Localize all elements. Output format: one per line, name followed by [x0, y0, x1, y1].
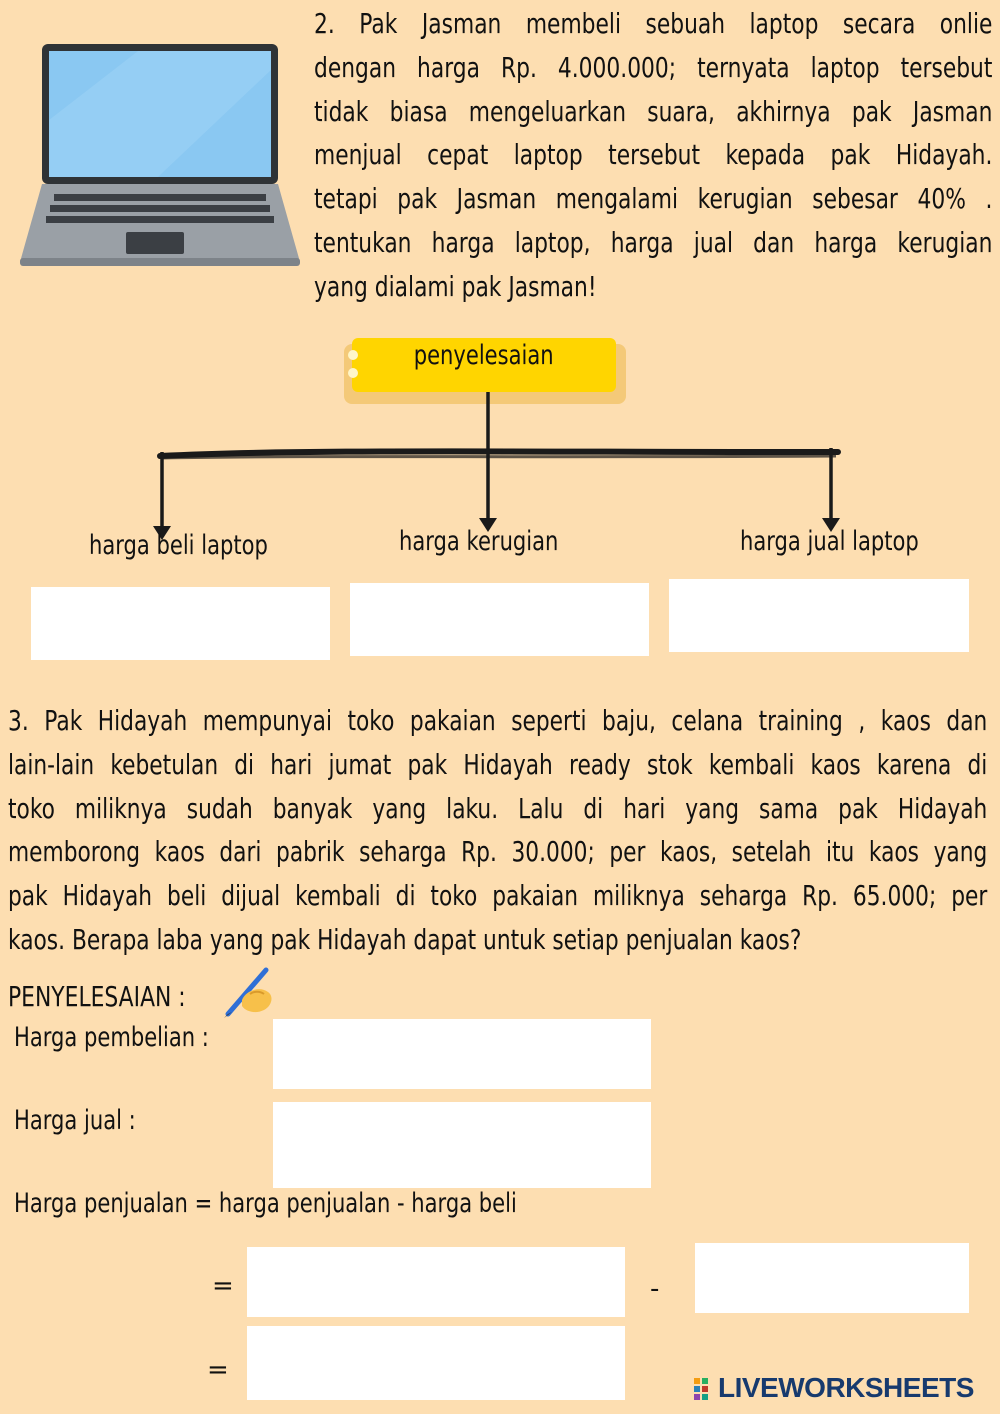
problem-2-line: menjual cepat laptop tersebut kepada pak Hidayah. [314, 138, 993, 172]
purchase-price-label: Harga pembelian : [14, 1022, 209, 1053]
problem-2-line: tentukan harga laptop, harga jual dan harga kerugian [314, 225, 993, 259]
equals-sign: = [207, 1355, 229, 1385]
problem-2-line: dengan harga Rp. 4.000.000; ternyata laptop tersebut [314, 50, 993, 84]
branch-label-sell-price: harga jual laptop [740, 526, 919, 557]
problem-3-line: toko miliknya sudah banyak yang laku. Lalu di hari yang sama pak Hidayah [8, 791, 988, 825]
problem-3-line: 3. Pak Hidayah mempunyai toko pakaian seperti baju, celana training , kaos dan [8, 704, 988, 737]
problem-3-text [8, 699, 1000, 962]
answer-box-sell-price-3[interactable] [273, 1102, 651, 1188]
problem-2-line: yang dialami pak Jasman! [314, 269, 597, 303]
problem-2-line: tidak biasa mengeluarkan suara, akhirnya pak Jasman [314, 94, 993, 128]
liveworksheets-logo-icon [694, 1378, 716, 1402]
problem-2-line: tetapi pak Jasman mengalami kerugian sebesar 40% . [314, 182, 993, 216]
problem-3-line: lain-lain kebetulan di hari jumat pak Hidayah ready stok kembali kaos karena di [8, 747, 988, 781]
equals-sign: = [212, 1271, 234, 1301]
answer-box-selling[interactable] [247, 1247, 625, 1317]
answer-box-buying[interactable] [695, 1243, 969, 1313]
answer-box-loss[interactable] [350, 583, 649, 656]
answer-box-sell-price[interactable] [669, 579, 969, 652]
answer-box-purchase-price[interactable] [273, 1019, 651, 1089]
solution-pill-label: penyelesaian [414, 340, 554, 371]
branch-label-loss: harga kerugian [399, 526, 559, 557]
profit-formula: Harga penjualan = harga penjualan - harga beli [14, 1188, 517, 1219]
problem-3-line: kaos. Berapa laba yang pak Hidayah dapat untuk setiap penjualan kaos? [8, 922, 802, 956]
solution-heading: PENYELESAIAN : [8, 980, 186, 1013]
brand-name: LIVEWORKSHEETS [718, 1372, 974, 1403]
answer-box-profit[interactable] [247, 1326, 625, 1400]
problem-3-line: pak Hidayah beli dijual kembali di toko pakaian miliknya seharga Rp. 65.000; per [8, 879, 988, 913]
branch-label-buy-price: harga beli laptop [89, 530, 268, 561]
problem-3-line: memborong kaos dari pabrik seharga Rp. 30.000; per kaos, setelah itu kaos yang [8, 835, 988, 869]
minus-sign: - [650, 1274, 660, 1304]
solution-tree-arrows [0, 0, 1000, 540]
problem-2-line: 2. Pak Jasman membeli sebuah laptop secara onlie [314, 7, 993, 40]
writing-hand-icon [220, 964, 276, 1020]
sell-price-label: Harga jual : [14, 1105, 136, 1136]
answer-box-buy-price[interactable] [31, 587, 330, 660]
